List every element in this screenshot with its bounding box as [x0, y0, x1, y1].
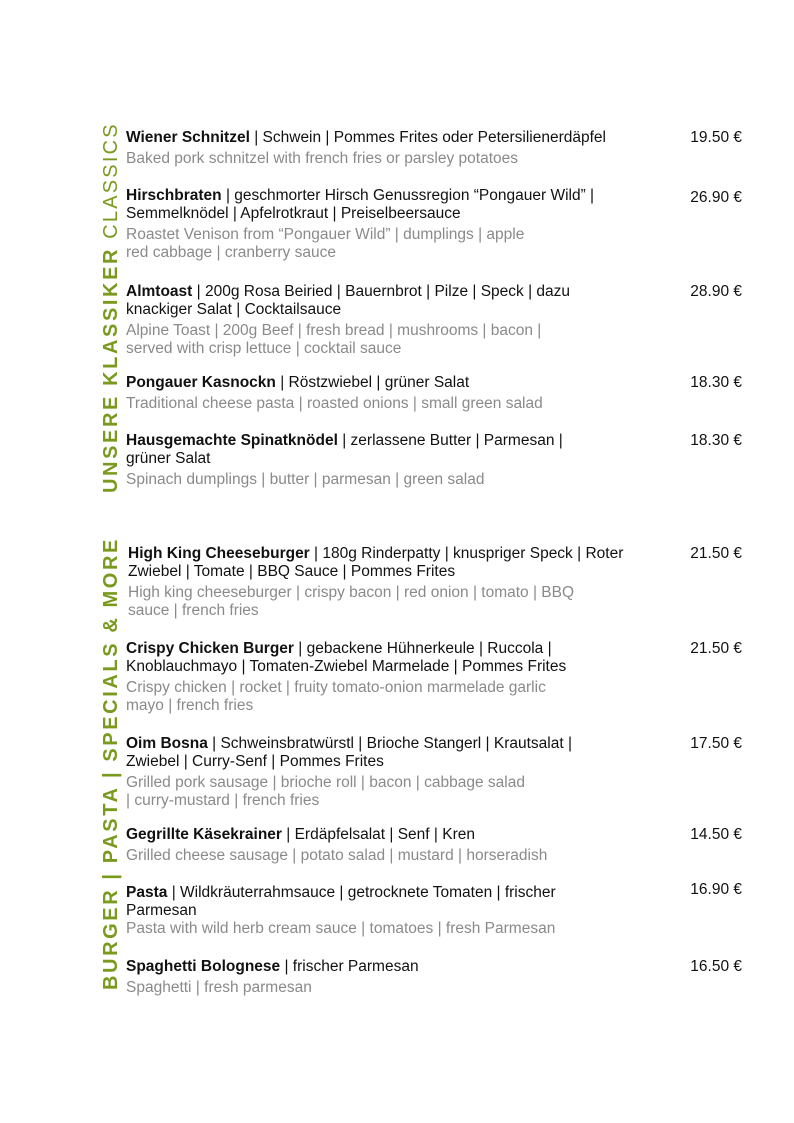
item-price: 16.50 € — [690, 958, 742, 975]
item-en: Alpine Toast | 200g Beef | fresh bread | mushrooms | bacon | served with crisp lettuce | cocktail sauce — [126, 322, 542, 357]
item-price: 26.90 € — [690, 189, 742, 206]
item-price: 17.50 € — [690, 735, 742, 752]
item-de — [126, 283, 576, 319]
dish-desc: | Röstzwiebel | grüner Salat — [280, 374, 470, 391]
dish-name: Pongauer Kasnockn — [126, 374, 276, 391]
menu-item — [126, 958, 686, 997]
item-price: 21.50 € — [690, 545, 742, 562]
dish-desc: | Schwein | Pommes Frites oder Petersilienerdäpfel — [254, 129, 606, 146]
menu-item — [126, 884, 621, 938]
dish-desc: | zerlassene Butter | Parmesan | grüner Salat — [126, 432, 563, 467]
dish-desc: | 200g Rosa Beiried | Bauernbrot | Pilze | Speck | dazu knackiger Salat | Cocktailsauce — [126, 283, 571, 318]
item-price: 18.30 € — [690, 432, 742, 449]
section-title-bold: BURGER | PASTA | SPECIALS & MORE — [100, 537, 122, 990]
item-de — [126, 129, 686, 147]
item-de — [126, 735, 626, 771]
item-en: Grilled cheese sausage | potato salad | mustard | horseradish — [126, 847, 548, 864]
item-price: 28.90 € — [690, 283, 742, 300]
item-de — [126, 826, 686, 844]
item-de — [128, 545, 628, 581]
dish-name: Crispy Chicken Burger — [126, 640, 294, 657]
section-title-bold: UNSERE KLASSIKER — [100, 246, 122, 493]
item-en: Traditional cheese pasta | roasted onions | small green salad — [126, 395, 543, 412]
item-price: 18.30 € — [690, 374, 742, 391]
item-en: Baked pork schnitzel with french fries or parsley potatoes — [126, 150, 518, 167]
section-title-burger — [101, 537, 121, 990]
dish-name: Hirschbraten — [126, 187, 222, 204]
dish-name: Gegrillte Käsekrainer — [126, 826, 282, 843]
section-title-light: CLASSICS — [100, 122, 122, 239]
item-price: 16.90 € — [690, 881, 742, 898]
dish-desc: | geschmorter Hirsch Genussregion “Pongauer Wild” | Semmelknödel | Apfelrotkraut | Preiselbeersauce — [126, 187, 595, 222]
item-en: Crispy chicken | rocket | fruity tomato-onion marmelade garlic mayo | french fries — [126, 679, 546, 714]
dish-name: Oim Bosna — [126, 735, 208, 752]
menu-item — [126, 129, 686, 168]
dish-desc: | gebackene Hühnerkeule | Ruccola | Knoblauchmayo | Tomaten-Zwiebel Marmelade | Pommes Frites — [126, 640, 567, 675]
dish-name: Wiener Schnitzel — [126, 129, 250, 146]
menu-item — [126, 826, 686, 865]
dish-desc: | Wildkräuterrahmsauce | getrocknete Tomaten | frischer Parmesan — [126, 884, 556, 919]
dish-name: Almtoast — [126, 283, 193, 300]
dish-desc: | frischer Parmesan — [284, 958, 419, 975]
menu-item — [128, 545, 628, 620]
dish-desc: | Erdäpfelsalat | Senf | Kren — [286, 826, 475, 843]
item-en: Spaghetti | fresh parmesan — [126, 979, 312, 996]
menu-item — [126, 640, 626, 715]
item-price: 21.50 € — [690, 640, 742, 657]
item-de — [126, 374, 686, 392]
item-en: Roastet Venison from “Pongauer Wild” | dumplings | apple red cabbage | cranberry sauce — [126, 226, 525, 261]
dish-name: High King Cheeseburger — [128, 545, 310, 562]
dish-name: Spaghetti Bolognese — [126, 958, 281, 975]
item-price: 19.50 € — [690, 129, 742, 146]
menu-item — [126, 374, 686, 413]
item-de — [126, 640, 626, 676]
item-de — [126, 958, 686, 976]
menu-item — [126, 187, 646, 262]
dish-desc: | Schweinsbratwürstl | Brioche Stangerl | Krautsalat | Zwiebel | Curry-Senf | Pommes Frites — [126, 735, 572, 770]
item-en: Pasta with wild herb cream sauce | tomatoes | fresh Parmesan — [126, 920, 556, 937]
item-de — [126, 432, 606, 468]
menu-item — [126, 432, 606, 489]
menu-item — [126, 735, 626, 810]
section-title-classics — [101, 122, 121, 493]
item-en: Grilled pork sausage | brioche roll | bacon | cabbage salad | curry-mustard | french fries — [126, 774, 525, 809]
dish-desc: | 180g Rinderpatty | knuspriger Speck | Roter Zwiebel | Tomate | BBQ Sauce | Pommes Frites — [128, 545, 624, 580]
item-de — [126, 187, 646, 223]
dish-name: Hausgemachte Spinatknödel — [126, 432, 338, 449]
dish-name: Pasta — [126, 884, 168, 901]
item-price: 14.50 € — [690, 826, 742, 843]
menu-item — [126, 283, 576, 358]
item-en: High king cheeseburger | crispy bacon | red onion | tomato | BBQ sauce | french fries — [128, 584, 575, 619]
item-en: Spinach dumplings | butter | parmesan | green salad — [126, 471, 485, 488]
item-de — [126, 884, 621, 920]
